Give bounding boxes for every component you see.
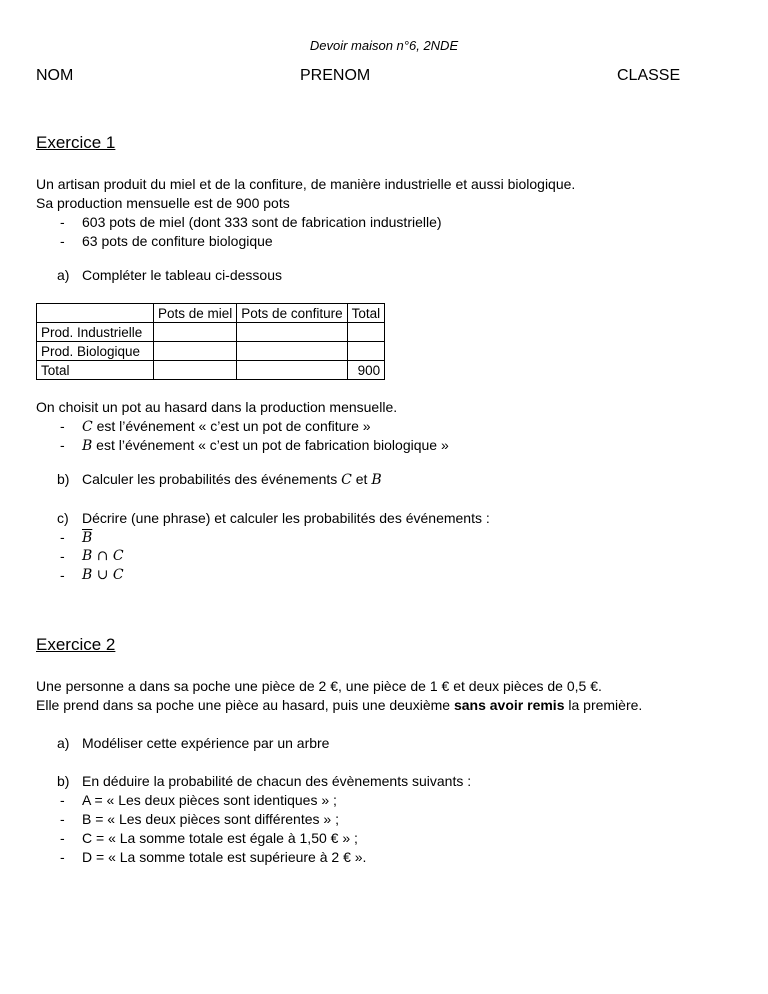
- exercise-2-title: Exercice 2: [36, 635, 116, 654]
- math-b: B: [82, 438, 93, 454]
- ex1-choice-text: On choisit un pot au hasard dans la production mensuelle.: [36, 399, 398, 415]
- ex2-p2-start: Elle prend dans sa poche une pièce au hasard, puis une deuxième: [36, 697, 454, 713]
- question-b-label: b): [57, 471, 70, 487]
- ex1-bullet-2: 63 pots de confiture biologique: [82, 233, 273, 249]
- math-b-bar: $\overline{B}$: [82, 530, 93, 546]
- col-header-confiture: Pots de confiture: [237, 304, 347, 323]
- col-header-total: Total: [347, 304, 385, 323]
- table-grand-total: 900: [347, 361, 385, 380]
- table-cell: [154, 323, 237, 342]
- ex2-question-a: Modéliser cette expérience par un arbre: [82, 735, 330, 751]
- question-a-label: a): [57, 267, 70, 283]
- table-cell: [237, 361, 347, 380]
- bullet-dash: -: [60, 849, 65, 865]
- document-title: Devoir maison n°6, 2NDE: [309, 38, 459, 53]
- bullet-dash: -: [60, 214, 65, 230]
- event-d: D = « La somme totale est supérieure à 2 € ».: [82, 849, 367, 865]
- event-b-definition: [82, 436, 449, 456]
- event-b-inter-c: B ∩ C: [82, 548, 124, 564]
- table-cell: [154, 361, 237, 380]
- bullet-dash: -: [60, 418, 65, 434]
- table-cell: [347, 342, 385, 361]
- math-c: C: [341, 472, 352, 488]
- ex1-bullet-1: 603 pots de miel (dont 333 sont de fabrication industrielle): [82, 214, 442, 230]
- ex1-question-a: Compléter le tableau ci-dessous: [82, 267, 282, 283]
- bullet-dash: -: [60, 437, 65, 453]
- event-b-text: est l’événement « c’est un pot de fabrication biologique »: [92, 437, 449, 453]
- bullet-dash: -: [60, 548, 65, 564]
- event-c-text: est l’événement « c’est un pot de confiture »: [92, 418, 371, 434]
- ex1-question-b: [82, 470, 382, 490]
- table-cell: [154, 342, 237, 361]
- ex2-paragraph-1: Une personne a dans sa poche une pièce de 2 €, une pièce de 1 € et deux pièces de 0,5 €.: [36, 678, 602, 694]
- event-b-union-c: B ∪ C: [82, 567, 124, 583]
- row-header-industrielle: Prod. Industrielle: [37, 323, 154, 342]
- event-b-bar: [82, 528, 92, 548]
- bullet-dash: -: [60, 792, 65, 808]
- production-table: [36, 303, 385, 380]
- table-corner-cell: [37, 304, 154, 323]
- math-b: B: [371, 472, 382, 488]
- prenom-label: PRENOM: [300, 67, 371, 84]
- ex1-intro-line-1: Un artisan produit du miel et de la confiture, de manière industrielle et aussi biologique.: [36, 176, 576, 192]
- nom-label: NOM: [36, 67, 74, 84]
- bullet-dash: -: [60, 567, 65, 583]
- ex1-question-c: Décrire (une phrase) et calculer les probabilités des événements :: [82, 510, 490, 526]
- bullet-dash: -: [60, 830, 65, 846]
- bullet-dash: -: [60, 233, 65, 249]
- ex2-paragraph-2: [36, 696, 642, 715]
- row-header-total: Total: [37, 361, 154, 380]
- table-cell: [347, 323, 385, 342]
- question-c-label: c): [57, 510, 69, 526]
- classe-label: CLASSE: [617, 67, 681, 84]
- event-b: B = « Les deux pièces sont différentes » ;: [82, 811, 339, 827]
- question-b-and: et: [351, 471, 372, 487]
- question-b-label: b): [57, 773, 70, 789]
- row-header-biologique: Prod. Biologique: [37, 342, 154, 361]
- event-c-definition: [82, 417, 371, 437]
- math-c: C: [82, 419, 93, 435]
- bullet-dash: -: [60, 529, 65, 545]
- col-header-miel: Pots de miel: [154, 304, 237, 323]
- exercise-1-title: Exercice 1: [36, 133, 116, 152]
- bullet-dash: -: [60, 811, 65, 827]
- ex2-question-b: En déduire la probabilité de chacun des évènements suivants :: [82, 773, 472, 789]
- event-c: C = « La somme totale est égale à 1,50 € » ;: [82, 830, 358, 846]
- question-a-label: a): [57, 735, 70, 751]
- table-cell: [237, 323, 347, 342]
- ex2-p2-bold: sans avoir remis: [453, 697, 565, 713]
- ex1-intro-line-2: Sa production mensuelle est de 900 pots: [36, 195, 290, 211]
- question-b-text: Calculer les probabilités des événements: [82, 471, 342, 487]
- event-a: A = « Les deux pièces sont identiques » ;: [82, 792, 337, 808]
- ex2-p2-end: la première.: [564, 697, 643, 713]
- table-cell: [237, 342, 347, 361]
